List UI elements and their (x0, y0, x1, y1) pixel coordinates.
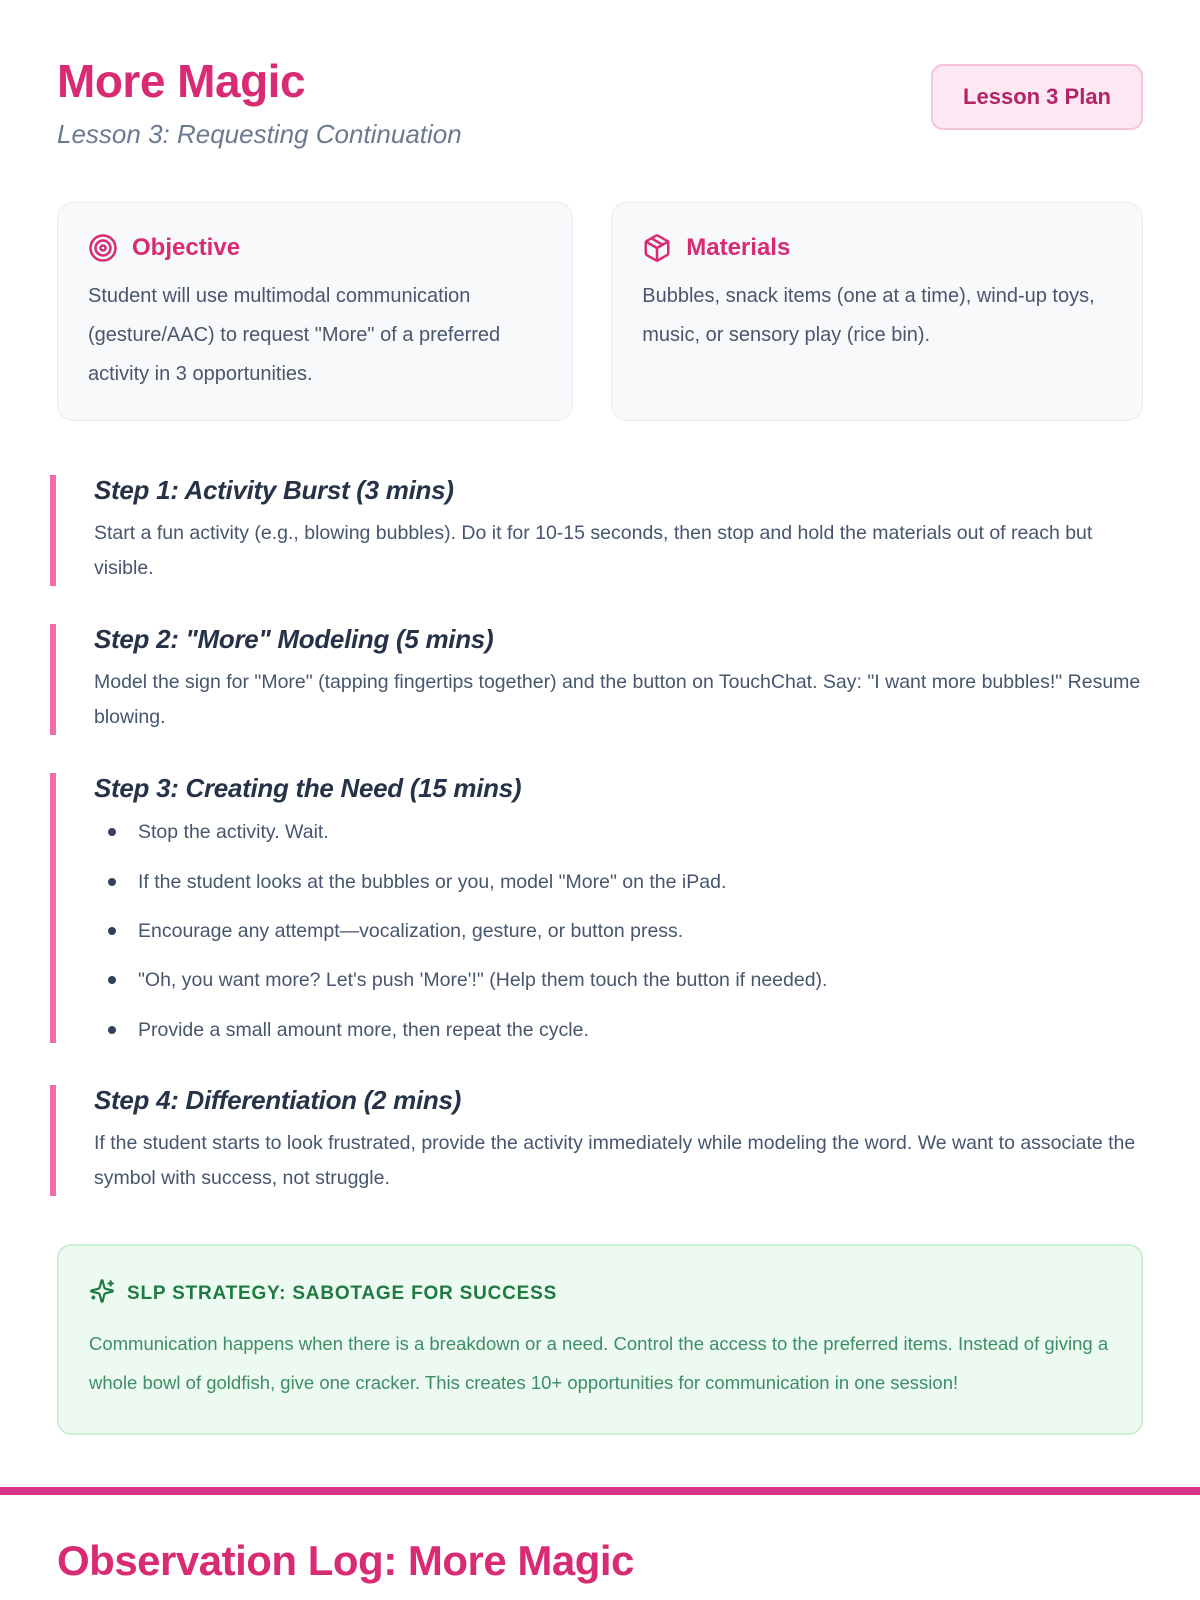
header-titles (57, 56, 462, 150)
step-2 (50, 624, 1143, 735)
step-2-heading: Step 2: "More" Modeling (5 mins) (94, 623, 494, 654)
page-header (57, 56, 1143, 150)
list-item: If the student looks at the bubbles or you, model "More" on the iPad. (94, 870, 1143, 895)
objective-card-title: Objective (132, 233, 241, 261)
target-icon (88, 233, 118, 263)
step-3-bullet-list (94, 820, 1143, 1043)
slp-strategy-callout (57, 1244, 1143, 1435)
step-2-body: Model the sign for "More" (tapping fingertips together) and the button on TouchChat. Say: "I want more bubbles!" Resume blowing. (94, 670, 1141, 729)
step-4 (50, 1085, 1143, 1196)
step-4-heading: Step 4: Differentiation (2 mins) (94, 1084, 461, 1115)
slp-strategy-header (89, 1278, 1111, 1309)
lesson-steps (50, 475, 1143, 1196)
page-title: More Magic (57, 55, 306, 107)
slp-strategy-body: Communication happens when there is a breakdown or a need. Control the access to the preferred items. Instead of giving a whole bowl of goldfish, give one cracker. This creates 10+ opportunities for communication in one session! (89, 1333, 1109, 1393)
slp-strategy-title: SLP STRATEGY: SABOTAGE FOR SUCCESS (127, 1282, 558, 1304)
list-item: "Oh, you want more? Let's push 'More'!" (Help them touch the button if needed). (94, 968, 1143, 993)
list-item: Encourage any attempt—vocalization, gesture, or button press. (94, 919, 1143, 944)
step-1 (50, 475, 1143, 586)
objective-card (57, 202, 573, 421)
list-item: Provide a small amount more, then repeat the cycle. (94, 1018, 1143, 1043)
objective-card-body: Student will use multimodal communication (gesture/AAC) to request "More" of a preferred activity in 3 opportunities. (88, 284, 501, 385)
step-3 (50, 773, 1143, 1043)
lesson-plan-badge: Lesson 3 Plan (931, 64, 1143, 130)
observation-log-heading: Observation Log: More Magic (57, 1536, 634, 1584)
materials-card-body: Bubbles, snack items (one at a time), wind-up toys, music, or sensory play (rice bin). (642, 284, 1095, 346)
step-4-body: If the student starts to look frustrated, provide the activity immediately while modeling the word. We want to associate the symbol with success, not struggle. (94, 1131, 1136, 1189)
step-3-heading: Step 3: Creating the Need (15 mins) (94, 773, 522, 804)
info-cards (57, 202, 1143, 421)
page-subtitle: Lesson 3: Requesting Continuation (57, 118, 462, 149)
objective-card-header (88, 233, 542, 263)
step-1-heading: Step 1: Activity Burst (3 mins) (94, 474, 454, 505)
step-1-body: Start a fun activity (e.g., blowing bubbles). Do it for 10-15 seconds, then stop and hold the materials out of reach but visible. (94, 521, 1093, 579)
list-item: Stop the activity. Wait. (94, 820, 1143, 845)
package-icon (642, 233, 672, 263)
materials-card-title: Materials (686, 233, 791, 261)
materials-card (611, 202, 1143, 421)
sparkles-icon (89, 1278, 115, 1309)
materials-card-header (642, 233, 1112, 263)
section-divider (0, 1487, 1200, 1495)
